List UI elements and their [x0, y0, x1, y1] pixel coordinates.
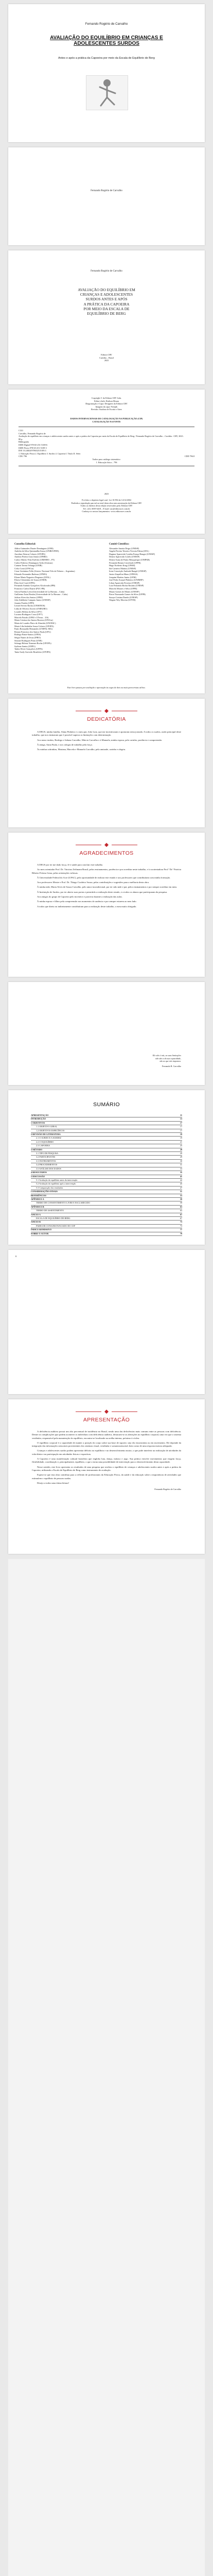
- toc-entry[interactable]: [31, 1129, 182, 1133]
- ack-paragraph: Aos professores Mestre e Prof. Dr. Thiago Cordeiro Souza, pelas contribuições e sugestões para a melhoria desta obra.: [37, 881, 149, 884]
- toc-entry-page: 59: [180, 1197, 182, 1200]
- toc-entry-page: 17: [180, 1121, 182, 1124]
- toc-entry[interactable]: [31, 1117, 182, 1121]
- cip-record: [19, 427, 194, 466]
- credit-line: Revisão: Analista de Escrita e Artes: [91, 408, 122, 411]
- half-title-author: Fernando Rogério de Carvalho: [91, 190, 122, 192]
- publisher-city: Curitiba – Brasil: [99, 356, 114, 359]
- board-member: Dagmar Aparecida Cynthia França Hunger (UNESP): [109, 552, 155, 555]
- editorial-board: [14, 543, 106, 654]
- board-member: Guillermo Arias Beatón (Universidade de La Havana – Cuba): [14, 593, 68, 596]
- title-line: POR MEIO DA ESCALA DE: [83, 306, 130, 311]
- board-member: Maria Lília Imbiriba Sousa Colares (UFOPA): [14, 624, 54, 628]
- epigraph: [153, 1054, 181, 1067]
- editorial-board-list: [14, 547, 106, 654]
- acknowledgements-heading: AGRADECIMENTOS: [79, 850, 134, 856]
- board-member: Andréia da Silva Quintanilha Sousa (UNIR/UFRN): [14, 550, 59, 553]
- presentation-paragraph: O equilíbrio corporal é a capacidade de manter a posição do corpo sobre sua base de suporte, seja ela estacionária ou em movimento. Ele depende da integração das informações sensoriais provenientes dos sistemas visual, vestibular e somatossensorial, bem como de uma resposta motora adequada.: [32, 1441, 181, 1448]
- toc-entry-label: 5.1 Avaliação do equilíbrio antes da intervenção: [36, 1178, 78, 1181]
- toc-entry-page: 31: [180, 1163, 182, 1166]
- board-member: Lídia de Oliveira Xavier (UNIEURO): [14, 607, 47, 611]
- board-member: Mauro Gomes de Mattos (UNESP): [109, 590, 139, 593]
- toc-entry-page: 19: [180, 1137, 182, 1140]
- presentation-signature: Fernando Rogério de Carvalho: [154, 1488, 181, 1491]
- cip-line: C331: [19, 429, 24, 432]
- legal-line: Todos os direitos desta edição reservados pela: Editora CRV: [80, 504, 133, 507]
- continuation-page: [8, 1559, 205, 2576]
- ack-paragraph: À minha mãe, Maria Alves de Souza Carvalho, pelo amor incondicional, por ter sido mãe e pai, pelos ensinamentos e por sempre acreditar em mim.: [37, 886, 177, 889]
- board-member: Alexandre Janotta Drigo (UNESP): [109, 547, 139, 550]
- cover-title: AVALIAÇÃO DO EQUILÍBRIO EM CRIANÇAS E ADOLESCENTES SURDOS: [50, 35, 163, 46]
- board-member: Irene Conceição Andrade Rangel (UNESP): [109, 570, 147, 573]
- toc-entry[interactable]: [31, 1141, 182, 1144]
- toc-entry[interactable]: [31, 1194, 182, 1198]
- ack-paragraph: À Universidade Federal do Acre (UFAC), pela oportunidade de realizar este estudo e aos professores que contribuíram com minha formação.: [37, 876, 171, 879]
- toc-entry-label: 5 DISCUSSÃO: [31, 1175, 45, 1178]
- toc-entry[interactable]: [31, 1133, 182, 1137]
- toc-heading: SUMÁRIO: [93, 1101, 120, 1108]
- toc-entry-label: PARECER CONSUBSTANCIADO DO CEP: [36, 1224, 76, 1227]
- toc-entry[interactable]: [31, 1179, 182, 1182]
- page-number: 8: [15, 1255, 17, 1258]
- toc-entry-label: INTRODUÇÃO: [31, 1117, 46, 1121]
- board-member: Maria de Lourdes Pinto de Almeida (UNOESC): [14, 622, 56, 625]
- presentation-paragraph: Nesse sentido, este livro apresenta os resultados de uma pesquisa que avaliou o equilíbrio de crianças e adolescentes surdos antes e após a prática da Capoeira, utilizando a Escala de Equilíbrio de Berg como instrumento de avaliação.: [32, 1465, 181, 1471]
- cip-line: 1. Educação Física 2. Equilíbrio 3. Surdos 4. Capoeira I. Título II. Série.: [19, 452, 81, 455]
- ornament-icon: [76, 1410, 137, 1414]
- toc-entry[interactable]: [31, 1209, 182, 1213]
- cover-illustration: [86, 75, 128, 110]
- board-member: Tania Suely Azevedo Brasileiro (UFOPA): [14, 650, 51, 653]
- dedication-page: [8, 699, 205, 827]
- board-member: Ida Carneiro Martins (UNESP): [109, 567, 136, 570]
- toc-entry[interactable]: [31, 1182, 182, 1186]
- toc-entry-page: 17: [180, 1129, 182, 1132]
- ack-paragraph: Aos amigos do grupo de Capoeira pelo incentivo e parceria durante a realização das aulas.: [37, 895, 122, 899]
- half-title-page: [8, 147, 205, 245]
- cip-line: Avaliação do equilíbrio em crianças e adolescentes surdos antes e após a prática da Capoeira por meio da Escala de Equilíbrio de Berg / Fernando Rogério de Carvalho – Curitiba : CRV, 2023.: [19, 435, 184, 438]
- dedication-paragraph: Às minhas sobrinhas, Mariana, Marcela e Manuela Carvalho, pela amizade, carinho e alegria.: [37, 748, 126, 751]
- toc-entry-label: TERMO DE CONSENTIMENTO LIVRE E ESCLARECIDO: [36, 1201, 90, 1205]
- toc-entry-label: 1 OBJETIVOS: [31, 1121, 45, 1124]
- toc-entry-label: ÍNDICE REMISSIVO: [31, 1228, 52, 1231]
- presentation-paragraph: Crianças e adolescentes surdos podem apresentar déficits no equilíbrio e no desenvolvimento motor, o que pode interferir na realização de atividades da vida diária e na participação em atividades físicas e esportivas.: [32, 1449, 181, 1455]
- board-member: Marcelo Moraes e Silva (UFPR): [109, 587, 137, 590]
- cip-header: [19, 417, 194, 423]
- toc-page: [8, 1090, 205, 1245]
- toc-entry[interactable]: [31, 1122, 182, 1125]
- dedication-paragraph: A DEUS, minha família, Alana Pinheiro e a meu pai, João Luiz, que me incentivaram e apoiaram nesta jornada. A todos os surdos, razão principal deste trabalho, que nos ensinaram que é possível superar as limitações com determinação.: [32, 731, 181, 737]
- toc-entry-page: 29: [180, 1156, 182, 1159]
- cip-line: ISBN Físico 978-65-251-5109-3: [19, 446, 47, 449]
- toc-entry[interactable]: [31, 1175, 182, 1179]
- title-page: [8, 250, 205, 384]
- toc-entry[interactable]: [31, 1206, 182, 1209]
- toc-entry[interactable]: [31, 1221, 182, 1224]
- boards-page: [8, 539, 205, 693]
- toc-entry-page: 30: [180, 1159, 182, 1162]
- blank-page: [8, 1250, 205, 1394]
- cip-cdd: CDD 796.8: [184, 455, 194, 458]
- board-member: Denise Ivana de Paula Albuquerque (UNIPAR): [109, 558, 150, 561]
- board-member: Carlos Federico Dominguez Avila (Unieuro): [14, 561, 53, 564]
- toc-list: [31, 1114, 182, 1236]
- toc-entry-label: 5.3 Comparação dos resultados: [36, 1186, 63, 1189]
- cip-line: Carvalho, Fernando Rogério de: [19, 432, 46, 435]
- toc-entry-label: 3 MÉTODO: [31, 1148, 43, 1151]
- presentation-paragraph: A deficiência auditiva possui um alto percentual de incidência no Brasil, sendo uma das deficiências mais comuns entre as pessoas com deficiência. Dentre as complicações que podem acometer os indivíduos com deficiência auditiva, destacam-se as alterações no equilíbrio corporal, uma vez que o sistema vestibular, responsável pela manutenção do equilíbrio, encontra-se localizado na orelha interna, próximo à cóclea.: [32, 1430, 181, 1439]
- cover-page: [8, 4, 205, 142]
- board-member: Suraya Cristina Darido (UNESP): [109, 596, 138, 599]
- toc-entry[interactable]: [31, 1201, 182, 1205]
- board-member: Wagner Wey Moreira (UFTM): [109, 599, 136, 602]
- ornament-icon: [76, 709, 137, 713]
- toc-entry-label: 2.3 CAPOEIRA: [36, 1144, 50, 1147]
- toc-entry-label: 2.2 O EQUILÍBRIO: [36, 1140, 54, 1143]
- board-member: Carmen Tereza Velanga (UNIR): [14, 564, 42, 567]
- cip-line: 80 p.: [19, 437, 23, 440]
- toc-entry-label: ESCALA DE EQUILÍBRIO DE BERG: [36, 1216, 70, 1219]
- ack-paragraph: À minha esposa e filhos pela compreensão nos momentos de ausência e por sempre estarem ao meu lado.: [37, 900, 137, 903]
- toc-entry[interactable]: [31, 1171, 182, 1175]
- board-member: Rodrigo Pratte-Santos (UFES): [14, 633, 41, 636]
- dedication-paragraph: À amiga, Anna Paula, e aos colegas de trabalho pela força.: [37, 743, 93, 746]
- board-member: Eduardo Fernandes Barbosa (UFMG): [14, 572, 47, 575]
- board-member: José Pedro Scarpel Pinheiro (UNIMEP): [109, 579, 144, 582]
- toc-entry-label: 3.2 PARTICIPANTES: [36, 1156, 56, 1159]
- cover-subtitle: Antes e após a prática da Capoeira por meio da Escala de Equilíbrio de Berg: [58, 57, 155, 60]
- presentation-heading: APRESENTAÇÃO: [83, 1417, 130, 1423]
- cip-cdu: CDU 796: [19, 455, 27, 458]
- acknowledgements-page: [8, 833, 205, 977]
- toc-entry[interactable]: [31, 1114, 182, 1117]
- toc-entry-page: 73: [180, 1221, 182, 1224]
- toc-entry-page: 13: [180, 1117, 182, 1121]
- board-member: Jailson Alves dos Santos (UFRJ): [14, 596, 43, 599]
- cip-line: Bibliografia: [19, 440, 29, 444]
- toc-entry-page: 67: [180, 1216, 182, 1219]
- legal-line: Proibida a reprodução parcial ou total desta obra sem autorização da Editora CRV: [71, 501, 142, 504]
- toc-entry-page: 17: [180, 1125, 182, 1128]
- cip-line: Índice para catálogo sistemático: [93, 457, 120, 461]
- toc-entry[interactable]: [31, 1163, 182, 1167]
- ornament-icon: [76, 843, 137, 847]
- title-block: [8, 287, 205, 316]
- toc-entry-page: 67: [180, 1213, 182, 1216]
- toc-entry-label: 3.1 TIPO DE PESQUISA: [36, 1152, 59, 1155]
- editorial-board-title: Conselho Editorial:: [14, 543, 36, 546]
- legal-block: [24, 499, 189, 513]
- toc-entry-page: 63: [180, 1209, 182, 1212]
- toc-entry[interactable]: [31, 1144, 182, 1148]
- board-member: Tadeu Oliver Gonçalves (UFPA): [14, 648, 43, 651]
- title-author: Fernando Rogério de Carvalho: [91, 270, 122, 273]
- toc-entry-page: 45: [180, 1182, 182, 1185]
- board-member: Solange Helena Ximenes-Rocha (UFOPA): [14, 642, 51, 645]
- toc-entry-page: 29: [180, 1148, 182, 1151]
- title-line: EQUILÍBRIO DE BERG: [87, 311, 126, 316]
- board-member: Janice Zarpellon Mazo (UFRGS): [109, 572, 138, 575]
- toc-entry-page: 59: [180, 1201, 182, 1205]
- cip-line: ISBN Digital 978-65-251-5108-6: [19, 443, 48, 446]
- legal-line: Tel.: (41) 3039-6418 – E-mail: sac@editoracrv.com.br: [83, 507, 130, 510]
- toc-entry[interactable]: [31, 1137, 182, 1140]
- presentation-text: [32, 1430, 181, 1491]
- board-member: Paulo Romualdo Hernandes (UNIFAL-MG): [14, 628, 53, 631]
- ack-paragraph: A todos que direta ou indiretamente contribuíram para a realização deste trabalho, o meu muito obrigado.: [37, 905, 137, 908]
- board-member: Simone Rodrigues Pinto (UNB): [14, 639, 42, 642]
- presentation-paragraph: Espera-se que esta obra contribua para a reflexão de profissionais da Educação Física, da saúde e da educação sobre a importância de atividades que estimulem o equilíbrio de pessoas surdas.: [32, 1473, 181, 1480]
- legal-line: Conheça os nossos lançamentos: www.editoracrv.com.br: [82, 510, 131, 513]
- toc-entry-label: 1.2 OBJETIVOS ESPECÍFICOS: [36, 1129, 65, 1132]
- toc-entry-page: 41: [180, 1175, 182, 1178]
- dedication-heading: DEDICATÓRIA: [87, 716, 126, 722]
- toc-entry-page: 47: [180, 1186, 182, 1189]
- presentation-page: [8, 1399, 205, 1554]
- ack-paragraph: A DEUS por ter me dado força, fé e saúde para concluir este trabalho.: [37, 863, 103, 866]
- toc-entry-label: SOBRE O AUTOR: [31, 1232, 49, 1235]
- credits-year: 2023: [104, 493, 109, 495]
- toc-entry-page: 73: [180, 1224, 182, 1227]
- toc-entry-page: 53: [180, 1194, 182, 1197]
- board-member: Fernando Renato Cavichioli (UFPR): [109, 561, 141, 564]
- toc-entry-label: 4 RESULTADOS: [31, 1171, 47, 1174]
- board-member: Antônio Pereira Gaio Júnior (UFRRJ): [14, 555, 47, 558]
- toc-entry-page: 77: [180, 1228, 182, 1231]
- epigraph-attribution: Fernando R. Carvalho: [162, 1064, 181, 1067]
- toc-entry[interactable]: [31, 1160, 182, 1163]
- toc-entry-label: TERMO DE ASSENTIMENTO: [36, 1209, 64, 1212]
- scientific-committee-list: [109, 547, 201, 602]
- credit-line: Diagramação e Capa: Designers da Editora CRV: [85, 402, 128, 405]
- board-member: Fernando Antônio Gonçalves Alcoforado (IPB): [14, 584, 56, 587]
- toc-entry-label: APRESENTAÇÃO: [31, 1114, 49, 1116]
- toc-entry-label: 2.1 O SURDO E A SURDEZ: [36, 1137, 62, 1140]
- legal-line: Foi feito o depósito legal conf. Lei 10.994 de 14/12/2004: [82, 499, 131, 501]
- acknowledgements-text: [32, 863, 181, 910]
- board-member: Aldira Guimarães Duarte Domínguez (UNB): [14, 547, 54, 550]
- board-member: Hugo Norberto Krug (UFSM): [109, 564, 135, 567]
- toc-entry-label: 5.2 Avaliação do equilíbrio após a intervenção: [36, 1182, 76, 1185]
- toc-entry-page: 25: [180, 1144, 182, 1147]
- credit-line: Imagem da capa: Freepik: [95, 405, 118, 408]
- toc-entry-page: 33: [180, 1167, 182, 1170]
- title-line: A PRÁTICA DA CAPOEIRA: [83, 301, 130, 307]
- title-line: AVALIAÇÃO DO EQUILÍBRIO EM: [78, 287, 135, 292]
- board-member: Luiz Fernando Rocha Rosário (UNESP): [109, 584, 144, 587]
- title-line: CRIANÇAS E ADOLESCENTES: [80, 292, 133, 297]
- toc-entry[interactable]: [31, 1156, 182, 1159]
- dedication-text: [32, 731, 181, 753]
- toc-entry-page: 42: [180, 1178, 182, 1181]
- credits-block: [29, 397, 184, 411]
- cip-line: DOI 10.24824/978652515109.3: [19, 449, 46, 452]
- board-member: Lourdes Helena da Silva (UFV): [14, 610, 42, 613]
- cip-title: DADOS INTERNACIONAIS DE CATALOGAÇÃO NA PUBLICAÇÃO (CIP): [70, 417, 143, 420]
- toc-entry-page: 19: [180, 1133, 182, 1136]
- toc-entry-label: 3.4 PROCEDIMENTOS: [36, 1163, 58, 1166]
- board-member: Sydione Santos (UEPG): [14, 645, 36, 648]
- ack-paragraph: Ao meu orientador Prof. Dr. Vinicius Zeilmann Brasil, pelos ensinamentos, paciência e por acreditar neste trabalho, e à coorientadora Prof.ª Dr.ª Patrícia Ribeiro Feitosa Lima, pelas orientações valiosas.: [32, 868, 182, 874]
- board-member: Josania Portela (UFPI): [14, 601, 34, 604]
- toc-entry-label: APÊNDICE B: [31, 1205, 44, 1208]
- epigraph-line: são as que nós impomos.: [159, 1060, 181, 1063]
- toc-entry[interactable]: [31, 1217, 182, 1221]
- board-member: Celso Conti (UFSCar): [14, 567, 34, 570]
- board-member: Renato Francisco dos Santos Paula (UFG): [14, 630, 51, 633]
- toc-entry-label: ANEXO B: [31, 1221, 41, 1224]
- toc-entry-page: 21: [180, 1140, 182, 1143]
- board-member: Pierre Normando Gomes da Silva (UFPB): [109, 593, 146, 596]
- toc-entry[interactable]: [31, 1187, 182, 1190]
- board-member: Francisco Carlos Duarte (PUC-PR): [14, 587, 45, 590]
- board-member: Marcelo Paixão (UFRJ e UTexas – US): [14, 616, 49, 619]
- board-member: Anselmo Alencar Colares (UFOPA): [14, 552, 46, 555]
- toc-entry-page: 63: [180, 1205, 182, 1208]
- copyright-line: Copyright © da Editora CRV Ltda.: [91, 397, 122, 399]
- ack-paragraph: À Instituição de Surdos, por ter aberto suas portas e permitido a realização deste estudo, e a todos os alunos que participaram da pesquisa.: [37, 890, 168, 893]
- toc-entry[interactable]: [31, 1148, 182, 1152]
- board-member: Gloria Fariñas León (Universidade de La Havana – Cuba): [14, 590, 65, 593]
- toc-entry[interactable]: [31, 1125, 182, 1129]
- toc-entry[interactable]: [31, 1228, 182, 1232]
- credit-line: Editor-chefe: Railson Moura: [94, 399, 119, 402]
- toc-entry-label: 3.3 INSTRUMENTOS: [36, 1159, 56, 1162]
- board-member: Sérgio Nunes de Jesus (IFRO): [14, 636, 41, 639]
- toc-entry-label: 1.1 OBJETIVO GERAL: [36, 1125, 58, 1128]
- toc-entry-label: APÊNDICE A: [31, 1197, 44, 1200]
- toc-entry[interactable]: [31, 1213, 182, 1217]
- credits-page: [8, 389, 205, 534]
- toc-entry-page: 51: [180, 1190, 182, 1193]
- board-member: Maria Cristina dos Santos Bezerra (UFSCar): [14, 619, 54, 622]
- toc-entry-label: REFERÊNCIAS: [31, 1194, 47, 1197]
- scientific-committee: [109, 543, 201, 602]
- toc-entry[interactable]: [31, 1167, 182, 1171]
- presentation-paragraph: A Capoeira é uma manifestação cultural brasileira que engloba luta, dança, música e jogo. Sua prática envolve movimentos que exigem força, flexibilidade, coordenação e, principalmente, equilíbrio, o que a torna uma possibilidade de intervenção para o desenvolvimento desta capacidade.: [32, 1458, 181, 1464]
- board-member: Joaquim Martins Junior (UEM): [109, 575, 136, 579]
- toc-entry-page: 35: [180, 1171, 182, 1174]
- toc-entry[interactable]: [31, 1198, 182, 1201]
- board-member: Elizeu Clementino de Souza (UNEB): [14, 579, 47, 582]
- publisher-name: Editora CRV: [101, 353, 112, 356]
- board-member: Denise Aparecida Corrêa (UNESP): [109, 555, 140, 558]
- toc-entry[interactable]: [31, 1225, 182, 1228]
- board-member: Lilian Aparecida Ferreira (UNESP): [109, 581, 140, 584]
- board-member: Elione Maria Nogueira Diogenes (UFAL): [14, 575, 50, 579]
- publisher-block: [8, 353, 205, 362]
- board-member: João Adalberto Campato Junior (UNESP): [14, 599, 51, 602]
- cip-line: 1. Educação física – 796: [96, 461, 117, 464]
- toc-entry-label: 3.5 ANÁLISE DOS DADOS: [36, 1167, 61, 1170]
- toc-entry[interactable]: [31, 1232, 182, 1236]
- board-member: Angela Pereira Teixeira Victoria Palma (UEL): [109, 550, 149, 553]
- review-note: Este livro passou por avaliação e aprovação às cegas de dois ou mais pareceristas ad hoc.: [67, 686, 146, 689]
- board-member: Luciano Rodrigues Costa (UFV): [14, 613, 43, 616]
- epigraph-page: [8, 982, 205, 1085]
- toc-entry[interactable]: [31, 1152, 182, 1156]
- epigraph-line: Ele não é nós, as suas limitações: [152, 1054, 181, 1057]
- scientific-committee-title: Comitê Científico:: [109, 543, 130, 546]
- board-member: Leonel Severo Rocha (UNISINOS): [14, 604, 45, 607]
- cip-subtitle: CATALOGAÇÃO NA FONTE: [92, 420, 121, 423]
- board-member: Cesar Gerónimo Tello (Univer. Nacional Três de Febrero – Argentina): [14, 570, 75, 573]
- dedication-paragraph: Aos meus irmãos, Rodrigo e Juliana Carvalho, Márcio Carvalho e à Manuela, minha esposa, pelo carinho, paciência e compreensão.: [37, 738, 163, 741]
- toc-entry-page: 29: [180, 1152, 182, 1155]
- publisher-year: 2023: [104, 359, 109, 362]
- title-line: SURDOS ANTES E APÓS: [85, 297, 128, 302]
- toc-entry-label: ANEXO A: [31, 1213, 41, 1216]
- epigraph-line: não são a da sua capacidade,: [155, 1057, 181, 1060]
- board-member: Carlos Alberto Vilar Estêvão (UMINHO – PT): [14, 558, 55, 561]
- toc-entry-page: 79: [180, 1232, 182, 1235]
- toc-entry[interactable]: [31, 1190, 182, 1194]
- cover-author: Fernando Rogério de Carvalho: [85, 23, 128, 26]
- toc-entry-page: 11: [180, 1114, 182, 1116]
- presentation-paragraph: Desejo a todos uma ótima leitura!: [37, 1481, 69, 1484]
- board-member: Élsio José Corá (UFFS): [14, 581, 35, 584]
- toc-entry-label: 2 REVISÃO DE LITERATURA: [31, 1133, 61, 1136]
- toc-entry-label: CONSIDERAÇÕES FINAIS: [31, 1190, 58, 1193]
